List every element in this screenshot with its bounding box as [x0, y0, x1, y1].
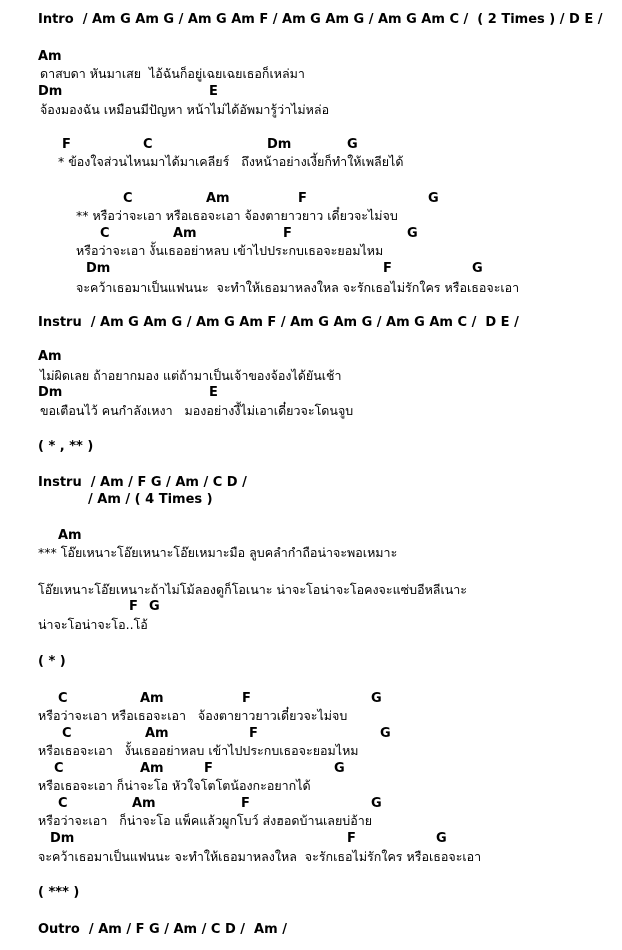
lyric-line: หรือเธอจะเอา งั้นเธออย่าหลบ เข้าไปประกบเธอจะยอมไหม [38, 743, 359, 758]
chord: Am [206, 191, 230, 206]
lyric-line: จะคว้าเธอมาเป็นแฟนนะ จะทำให้เธอมาหลงใหล จะรักเธอไม่รักใคร หรือเธอจะเอา [38, 849, 482, 864]
repeat-marker: ( * ) [38, 654, 66, 669]
chord: Am [140, 761, 164, 776]
repeat-marker: ( * , ** ) [38, 439, 94, 454]
chord: C [100, 226, 110, 241]
chord: G [407, 226, 418, 241]
chord: F [242, 691, 251, 706]
chord: F [298, 191, 307, 206]
chord: G [149, 599, 160, 614]
chord: Am [38, 349, 62, 364]
chord: G [428, 191, 439, 206]
lyric-line: หรือว่าจะเอา หรือเธอจะเอา จ้องตายาวยาวเดี๋ยวจะไม่จบ [38, 708, 348, 723]
chord: G [371, 796, 382, 811]
lyric-line: ไม่ผิดเลย ถ้าอยากมอง แต่ถ้ามาเป็นเจ้าของจ้องได้ยันเช้า [36, 368, 342, 383]
chord: C [54, 761, 64, 776]
chord: F [283, 226, 292, 241]
chord: Dm [38, 385, 63, 400]
lyric-line: จ้องมองฉัน เหมือนมีปัญหา หน้าไม่ได้อัพมารู้ว่าไม่หล่อ [36, 102, 330, 117]
chord: Dm [38, 84, 63, 99]
chord: Am [140, 691, 164, 706]
chord: G [380, 726, 391, 741]
intro-line: Intro / Am G Am G / Am G Am F / Am G Am G / Am G Am C / ( 2 Times ) / D E / [38, 12, 603, 27]
instru-line: / Am / ( 4 Times ) [88, 492, 213, 507]
chord: C [58, 691, 68, 706]
chord: Dm [50, 831, 75, 846]
chord: Am [58, 528, 82, 543]
chord: G [436, 831, 447, 846]
chord: C [62, 726, 72, 741]
chord: F [204, 761, 213, 776]
chord: F [249, 726, 258, 741]
lyric-line: *** โอ๊ยเหนาะโอ๊ยเหนาะโอ๊ยเหมาะมือ ลูบคลำกำถือน่าจะพอเหมาะ [38, 545, 398, 560]
chord: Am [173, 226, 197, 241]
chord: F [347, 831, 356, 846]
chord: E [209, 385, 218, 400]
chord: E [209, 84, 218, 99]
instru-line: Instru / Am G Am G / Am G Am F / Am G Am G / Am G Am C / D E / [38, 315, 519, 330]
chord: Am [145, 726, 169, 741]
lyric-line: ขอเตือนไว้ คนกำลังเหงา มองอย่างงี้ไม่เอาเดี๋ยวจะโดนจูบ [36, 403, 354, 418]
chord: F [241, 796, 250, 811]
chord: F [62, 137, 71, 152]
lyric-line: * ข้องใจส่วนไหนมาได้มาเคลียร์ ถึงหน้าอย่างเงี้ยก็ทำให้เพลียได้ [58, 154, 404, 169]
repeat-marker: ( *** ) [38, 885, 80, 900]
lyric-line: โอ๊ยเหนาะโอ๊ยเหนาะถ้าไม่โม้ลองดูก็โอเนาะ น่าจะโอน่าจะโอคงจะแซ่บอีหลีเนาะ [38, 582, 468, 597]
chord: G [472, 261, 483, 276]
chord: G [334, 761, 345, 776]
chord: Dm [86, 261, 111, 276]
lyric-line: จะคว้าเธอมาเป็นแฟนนะ จะทำให้เธอมาหลงใหล จะรักเธอไม่รักใคร หรือเธอจะเอา [76, 280, 520, 295]
lyric-line: หรือเธอจะเอา ก็น่าจะโอ หัวใจโตโตน้องกะอยากได้ [38, 778, 311, 793]
outro-line: Outro / Am / F G / Am / C D / Am / [38, 922, 287, 937]
chord: C [58, 796, 68, 811]
lyric-line: หรือว่าจะเอา งั้นเธออย่าหลบ เข้าไปประกบเธอจะยอมไหม [76, 243, 384, 258]
instru-line: Instru / Am / F G / Am / C D / [38, 475, 247, 490]
chord: F [383, 261, 392, 276]
lyric-line: หรือว่าจะเอา ก็น่าจะโอ แพ็คแล้วผูกโบว์ ส่งฮอดบ้านเลยบ่อ้าย [38, 813, 373, 828]
chord: F [129, 599, 138, 614]
lyric-line: น่าจะโอน่าจะโอ..โอ้ [38, 617, 148, 632]
lyric-line: ** หรือว่าจะเอา หรือเธอจะเอา จ้องตายาวยาว เดี๋ยวจะไม่จบ [76, 208, 398, 223]
chord: Am [132, 796, 156, 811]
chord: C [143, 137, 153, 152]
chord: C [123, 191, 133, 206]
lyric-line: ดาสบดา หันมาเสย ไอ้ฉันก็อยู่เฉยเฉยเธอก็เหล่มา [36, 66, 305, 81]
chord: Am [38, 49, 62, 64]
chord: G [371, 691, 382, 706]
chord: Dm [267, 137, 292, 152]
chord: G [347, 137, 358, 152]
